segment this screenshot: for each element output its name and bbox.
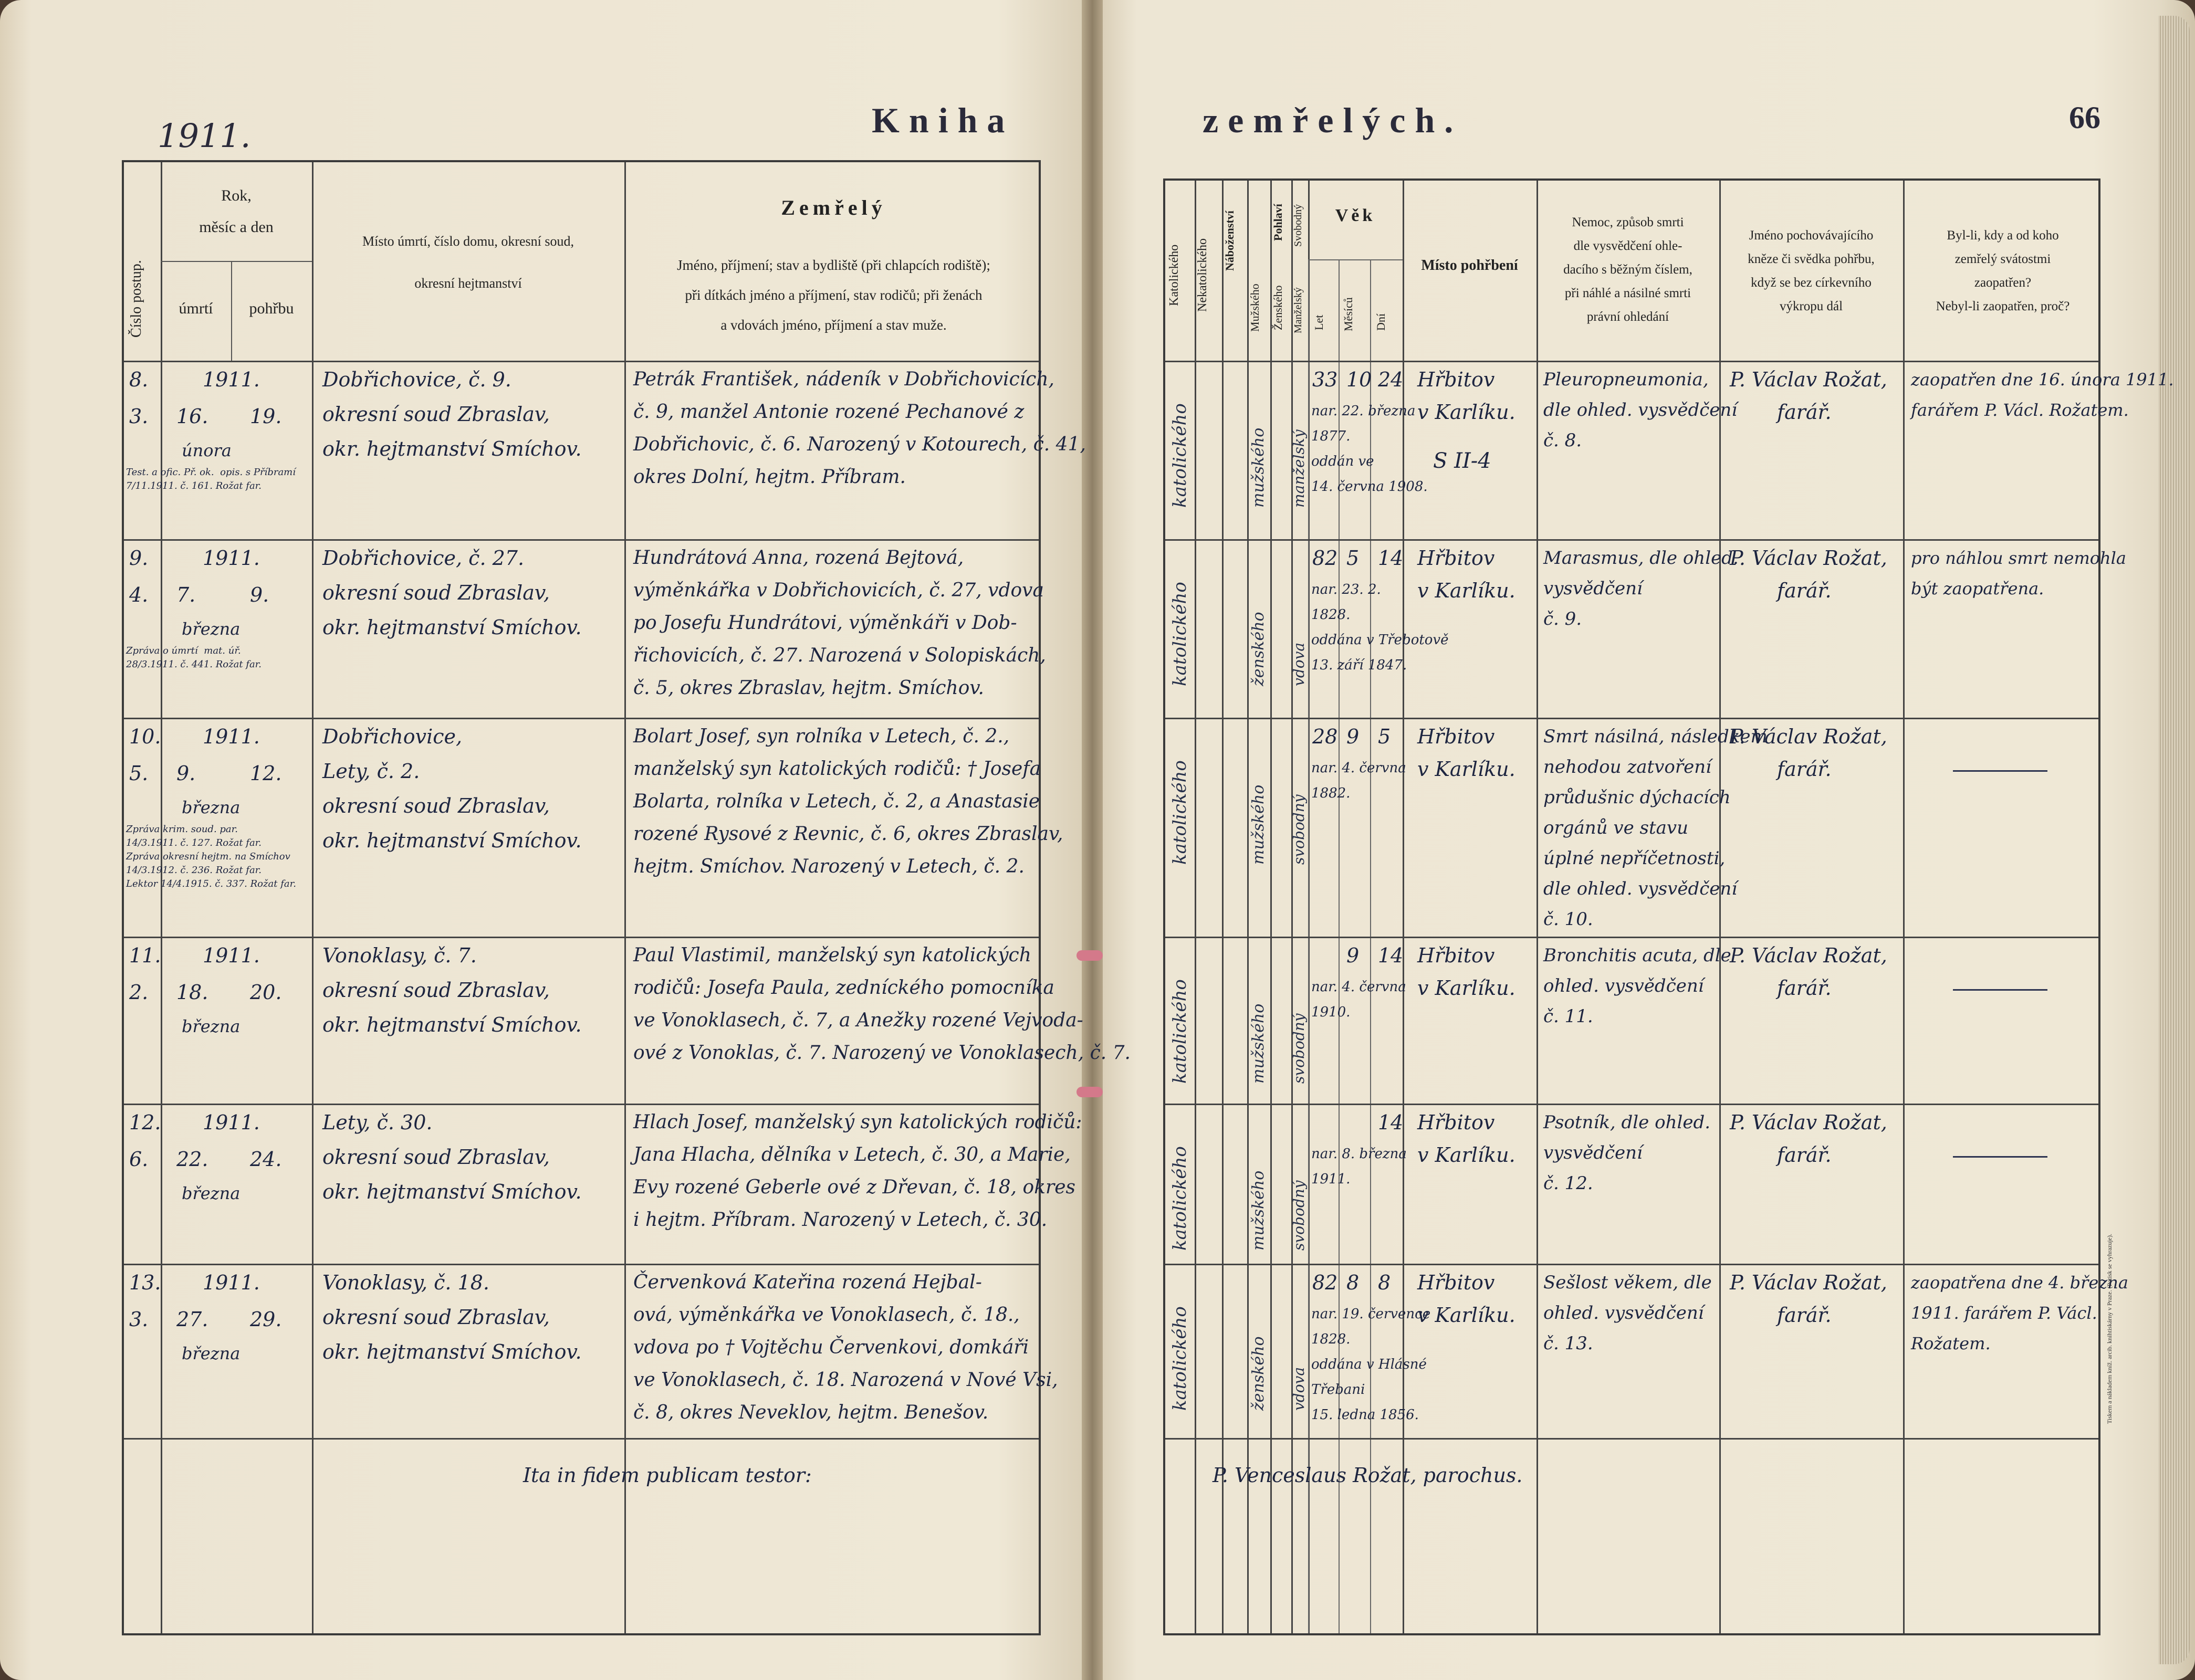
deceased-line: Paul Vlastimil, manželský syn katolických <box>633 944 1031 966</box>
deceased-line: hejtm. Smíchov. Narozený v Letech, č. 2. <box>633 856 1025 877</box>
register-year: 1911. <box>158 117 251 155</box>
deceased-line: ové z Vonoklas, č. 7. Narozený ve Vonoklasech, č. 7. <box>633 1042 1131 1064</box>
age-days: 14 <box>1378 1111 1404 1134</box>
deceased-line: rozené Rysové z Revnic, č. 6, okres Zbraslav, <box>633 823 1063 845</box>
header-zaop-2: zemřelý svátostmi <box>1954 252 2051 266</box>
marital-status: vdova <box>1290 1367 1308 1411</box>
cause-line: dle ohled. vysvědčení <box>1543 400 1738 421</box>
sacraments-line: zaopatřena dne 4. března <box>1911 1273 2128 1293</box>
burial-day: 12. <box>250 762 282 785</box>
entry-number: 9. <box>129 547 149 570</box>
burial-place-line: Hřbitov <box>1417 1111 1495 1134</box>
binding-thread <box>1076 950 1103 961</box>
entry-month: března <box>182 1183 241 1203</box>
burial-place-line: Hřbitov <box>1417 1271 1495 1294</box>
burial-day: 19. <box>250 405 282 428</box>
religion-katolicke: katolického <box>1169 760 1190 865</box>
cause-line: č. 12. <box>1543 1173 1593 1194</box>
death-place-line: okr. hejtmanství Smíchov. <box>322 1180 582 1203</box>
burial-place-line: Hřbitov <box>1417 725 1495 748</box>
cause-line: Pleuropneumonia, <box>1543 369 1709 390</box>
cause-line: dle ohled. vysvědčení <box>1543 878 1738 899</box>
religion-katolicke: katolického <box>1169 1146 1190 1251</box>
entry-sequence: 4. <box>129 583 149 606</box>
deceased-line: Hundrátová Anna, rozená Bejtová, <box>633 547 964 569</box>
priest-line: P. Václav Rožat, <box>1730 547 1887 570</box>
sacraments-line: být zaopatřena. <box>1911 579 2044 598</box>
page-edges <box>2158 16 2190 1664</box>
entry-year: 1911. <box>203 368 260 391</box>
deceased-line: ová, výměnkářka ve Vonoklasech, č. 18., <box>633 1304 1020 1326</box>
sacraments-line: 1911. farářem P. Václ. <box>1911 1303 2097 1323</box>
page-number: 66 <box>2069 100 2100 135</box>
header-knez-2: kněze či svědka pohřbu, <box>1748 252 1875 266</box>
age-days: 14 <box>1378 944 1404 967</box>
cause-line: ohled. vysvědčení <box>1543 1303 1704 1324</box>
birth-marriage-note: 15. ledna 1856. <box>1311 1407 1419 1423</box>
burial-day: 29. <box>250 1308 282 1331</box>
marital-status: svobodný <box>1290 794 1308 865</box>
burial-place-line: v Karlíku. <box>1417 758 1515 781</box>
cause-line: nehodou zatvoření <box>1543 757 1711 778</box>
priest-line: farář. <box>1777 1304 1832 1327</box>
birth-marriage-note: 1911. <box>1311 1171 1351 1187</box>
age-days: 5 <box>1378 725 1391 748</box>
burial-place-line: v Karlíku. <box>1417 401 1515 424</box>
header-pohrbu: pohřbu <box>249 300 294 317</box>
death-place-line: okresní soud Zbraslav, <box>322 1306 550 1329</box>
header-let: Let <box>1312 314 1325 330</box>
death-place-line: Vonoklasy, č. 18. <box>322 1271 489 1294</box>
cause-line: č. 9. <box>1543 608 1582 629</box>
header-muzskeho: Mužského <box>1248 284 1261 332</box>
marital-status: vdova <box>1290 642 1308 686</box>
entry-sequence: 3. <box>129 405 149 428</box>
birth-marriage-note: oddána v Třebotově <box>1311 632 1449 648</box>
death-day: 18. <box>176 981 208 1004</box>
cause-line: úplné nepříčetnosti, <box>1543 848 1726 869</box>
birth-marriage-note: nar. 23. 2. <box>1311 582 1381 597</box>
header-misto-pohrbu: Místo pohřbení <box>1421 257 1518 274</box>
birth-marriage-note: nar. 4. června <box>1311 979 1406 995</box>
sex-value: mužského <box>1249 784 1268 865</box>
header-nemoc-2: dle vysvědčení ohle- <box>1573 239 1682 253</box>
cause-line: č. 13. <box>1543 1333 1593 1354</box>
priest-line: farář. <box>1777 758 1832 781</box>
cause-line: vysvědčení <box>1543 1142 1643 1163</box>
sex-value: mužského <box>1249 427 1268 508</box>
cause-line: ohled. vysvědčení <box>1543 975 1704 996</box>
sacraments-line: farářem P. Václ. Rožatem. <box>1911 400 2129 420</box>
header-svobodny: Svobodný <box>1292 204 1304 247</box>
cause-line: Sešlost věkem, dle <box>1543 1272 1712 1293</box>
sacraments-line: Rožatem. <box>1911 1334 1991 1353</box>
header-umrti: úmrtí <box>179 300 213 317</box>
marital-status: svobodný <box>1290 1180 1308 1251</box>
priest-line: farář. <box>1777 976 1832 1000</box>
header-rok: Rok, <box>221 187 252 204</box>
birth-marriage-note: 1882. <box>1311 785 1351 801</box>
birth-marriage-note: nar. 19. července <box>1311 1306 1431 1322</box>
burial-day: 9. <box>250 583 269 606</box>
deceased-line: vdova po † Vojtěchu Červenkovi, domkáři <box>633 1337 1029 1358</box>
marginal-note: Zpráva o úmrtí mat. úř. 28/3.1911. č. 441. Rožat far. <box>126 645 262 670</box>
marginal-note: Test. a ofic. Př. ok. opis. s Příbramí 7/11.1911. č. 161. Rožat far. <box>126 467 296 491</box>
deceased-line: manželský syn katolických rodičů: † Josefa <box>633 758 1041 780</box>
birth-marriage-note: 1828. <box>1311 607 1351 623</box>
age-days: 24 <box>1378 368 1404 391</box>
deceased-line: Petrák František, nádeník v Dobřichovicích, <box>633 369 1054 390</box>
age-months: 10 <box>1346 368 1372 391</box>
cause-line: Psotník, dle ohled. <box>1543 1112 1711 1133</box>
deceased-line: řichovicích, č. 27. Narozená v Solopiskách, <box>633 645 1046 666</box>
cause-line: č. 8. <box>1543 430 1582 451</box>
priest-line: farář. <box>1777 579 1832 602</box>
entry-month: března <box>182 1016 241 1036</box>
cause-line: průdušnic dýchacích <box>1543 787 1731 808</box>
entry-month: března <box>182 1343 241 1363</box>
religion-katolicke: katolického <box>1169 582 1190 686</box>
birth-marriage-note: nar. 8. března <box>1311 1146 1407 1162</box>
priest-line: P. Václav Rožat, <box>1730 1271 1887 1294</box>
entry-year: 1911. <box>203 944 260 967</box>
cause-line: Bronchitis acuta, dle <box>1543 945 1731 966</box>
priest-line: farář. <box>1777 401 1832 424</box>
grave-code: S II-4 <box>1433 449 1491 473</box>
header-nemoc-3: dacího s běžným číslem, <box>1563 262 1692 277</box>
age-years: 82 <box>1312 1271 1338 1294</box>
death-place-line: okresní soud Zbraslav, <box>322 794 550 817</box>
deceased-line: okres Dolní, hejtm. Příbram. <box>633 466 906 488</box>
sacraments-dash <box>1953 989 2047 991</box>
death-day: 7. <box>176 583 196 606</box>
header-mesic-den: měsíc a den <box>199 218 274 236</box>
header-nemoc-1: Nemoc, způsob smrti <box>1572 215 1684 229</box>
priest-line: farář. <box>1777 1143 1832 1167</box>
deceased-line: Dobřichovic, č. 6. Narozený v Kotourech, č. 41, <box>633 434 1086 455</box>
death-place-line: okresní soud Zbraslav, <box>322 403 550 426</box>
marital-status: manželský <box>1290 429 1308 508</box>
birth-marriage-note: nar. 4. června <box>1311 760 1406 776</box>
header-nekatolickeho: Nekatolického <box>1196 238 1209 312</box>
burial-place-line: Hřbitov <box>1417 368 1495 391</box>
header-zemrely-desc-2: při dítkách jméno a příjmení, stav rodičů; při ženách <box>685 287 982 303</box>
sex-value: mužského <box>1249 1170 1268 1251</box>
header-vek: Věk <box>1335 206 1376 225</box>
deceased-line: č. 5, okres Zbraslav, hejtm. Smíchov. <box>633 677 984 699</box>
entry-year: 1911. <box>203 1111 260 1134</box>
death-day: 22. <box>176 1148 208 1171</box>
death-place-line: okr. hejtmanství Smíchov. <box>322 437 582 460</box>
religion-katolicke: katolického <box>1169 979 1190 1084</box>
deceased-line: Červenková Kateřina rozená Hejbal- <box>633 1272 982 1293</box>
priest-line: P. Václav Rožat, <box>1730 725 1887 748</box>
death-place-line: Lety, č. 2. <box>322 760 420 783</box>
printer-note: Tiskem a nákladem kníž. arcib. knihtiskárny v Praze. (Potisk se vyhrazuje). <box>2106 1234 2113 1424</box>
birth-marriage-note: oddán ve <box>1311 454 1374 469</box>
death-place-line: okr. hejtmanství Smíchov. <box>322 1340 582 1363</box>
death-day: 9. <box>176 762 196 785</box>
birth-marriage-note: 1828. <box>1311 1331 1351 1347</box>
priest-line: P. Václav Rožat, <box>1730 368 1887 391</box>
entry-year: 1911. <box>203 547 260 570</box>
age-months: 5 <box>1346 547 1360 570</box>
header-misto-2: okresní hejtmanství <box>414 276 522 291</box>
birth-marriage-note: 14. června 1908. <box>1311 479 1428 495</box>
birth-marriage-note: 13. září 1847. <box>1311 657 1407 673</box>
birth-marriage-note: nar. 22. března <box>1311 403 1416 419</box>
footer-attestation: Ita in fidem publicam testor: <box>523 1464 812 1487</box>
entry-month: března <box>182 797 241 817</box>
title-right: zemřelých. <box>1203 100 1463 140</box>
header-nabozenstvi: Náboženství <box>1223 211 1236 271</box>
binding-thread <box>1076 1087 1103 1097</box>
deceased-line: ve Vonoklasech, č. 18. Narozená v Nové Vsi, <box>633 1369 1058 1391</box>
birth-marriage-note: oddána v Hlásné <box>1311 1357 1427 1372</box>
deceased-line: Jana Hlacha, dělníka v Letech, č. 30, a Marie, <box>633 1144 1071 1166</box>
deceased-line: Bolart Josef, syn rolníka v Letech, č. 2., <box>633 726 1010 747</box>
deceased-line: výměnkářka v Dobřichovicích, č. 27, vdova <box>633 580 1044 601</box>
death-place-line: Lety, č. 30. <box>322 1111 433 1134</box>
deceased-line: ve Vonoklasech, č. 7, a Anežky rozené Vejvoda- <box>633 1010 1083 1031</box>
sacraments-dash <box>1953 770 2047 772</box>
cause-line: Smrt násilná, následkem <box>1543 726 1768 747</box>
burial-place-line: v Karlíku. <box>1417 1304 1515 1327</box>
deceased-line: Evy rozené Geberle ové z Dřevan, č. 18, okres <box>633 1177 1076 1198</box>
footer-signature: P. Venceslaus Rožat, parochus. <box>1213 1464 1523 1487</box>
death-place-line: okresní soud Zbraslav, <box>322 979 550 1002</box>
birth-marriage-note: 1877. <box>1311 428 1351 444</box>
religion-katolicke: katolického <box>1169 403 1190 508</box>
header-zemrely-desc-3: a vdovách jméno, příjmení a stav muže. <box>720 317 947 333</box>
death-place-line: Dobřichovice, č. 27. <box>322 547 525 570</box>
sacraments-dash <box>1953 1156 2047 1158</box>
left-register-table <box>122 160 1131 1635</box>
cause-line: č. 11. <box>1543 1006 1593 1027</box>
death-place-line: Vonoklasy, č. 7. <box>322 944 477 967</box>
entry-sequence: 6. <box>129 1148 149 1171</box>
burial-day: 20. <box>250 981 282 1004</box>
header-mesicu: Měsíců <box>1342 297 1355 332</box>
header-zaop-1: Byl-li, kdy a od koho <box>1947 228 2059 243</box>
header-nemoc-4: při náhlé a násilné smrti <box>1564 286 1691 300</box>
death-place-line: Dobřichovice, <box>322 725 463 748</box>
death-day: 27. <box>176 1308 208 1331</box>
birth-marriage-note: Třebani <box>1311 1382 1365 1398</box>
header-dni: Dní <box>1374 313 1387 331</box>
entry-sequence: 3. <box>129 1308 149 1331</box>
entry-number: 11. <box>129 944 161 967</box>
sex-value: ženského <box>1249 1336 1268 1411</box>
deceased-line: po Josefu Hundrátovi, výměnkáři v Dob- <box>633 612 1017 634</box>
age-years: 28 <box>1312 725 1338 748</box>
burial-place-line: Hřbitov <box>1417 547 1495 570</box>
cause-line: č. 10. <box>1543 909 1593 930</box>
birth-marriage-note: 1910. <box>1311 1004 1351 1020</box>
header-misto-1: Místo úmrtí, číslo domu, okresní soud, <box>362 234 574 249</box>
death-place-line: okr. hejtmanství Smíchov. <box>322 616 582 639</box>
marginal-note: Zpráva krim. soud. par. 14/3.1911. č. 127. Rožat far. Zpráva okresní hejtm. na Smíchov 14/3.1912. č. 236. Rožat far. Lektor 14/4.1915. č. 337. Rožat far. <box>126 824 296 889</box>
sacraments-line: zaopatřen dne 16. února 1911. <box>1911 370 2174 390</box>
age-months: 8 <box>1346 1271 1360 1294</box>
priest-line: P. Václav Rožat, <box>1730 944 1887 967</box>
header-knez-3: když se bez církevního <box>1751 276 1872 290</box>
entry-year: 1911. <box>203 725 260 748</box>
deceased-line: č. 9, manžel Antonie rozené Pechanové z <box>633 401 1025 423</box>
age-years: 82 <box>1312 547 1338 570</box>
entry-month: března <box>182 619 241 639</box>
death-day: 16. <box>176 405 208 428</box>
age-months: 9 <box>1346 725 1360 748</box>
entry-month: února <box>182 440 232 460</box>
age-days: 14 <box>1378 547 1404 570</box>
burial-place-line: v Karlíku. <box>1417 976 1515 1000</box>
header-knez-4: výkropu dál <box>1779 299 1843 313</box>
deceased-line: č. 8, okres Neveklov, hejtm. Benešov. <box>633 1402 989 1423</box>
entry-number: 12. <box>129 1111 161 1134</box>
death-place-line: okresní soud Zbraslav, <box>322 1146 550 1169</box>
burial-place-line: Hřbitov <box>1417 944 1495 967</box>
death-place-line: okresní soud Zbraslav, <box>322 581 550 604</box>
deceased-line: i hejtm. Příbram. Narozený v Letech, č. 30. <box>633 1209 1048 1231</box>
burial-place-line: v Karlíku. <box>1417 1143 1515 1167</box>
header-knez-1: Jméno pochovávajícího <box>1749 228 1874 243</box>
title-left: Kniha <box>872 100 1015 140</box>
sex-value: ženského <box>1249 612 1268 686</box>
entry-year: 1911. <box>203 1271 260 1294</box>
sacraments-line: pro náhlou smrt nemohla <box>1911 548 2126 568</box>
age-months: 9 <box>1346 944 1360 967</box>
deceased-line: Bolarta, rolníka v Letech, č. 2, a Anastasie <box>633 791 1040 812</box>
entry-sequence: 5. <box>129 762 149 785</box>
header-zaop-3: zaopatřen? <box>1974 276 2032 290</box>
cause-line: vysvědčení <box>1543 578 1643 599</box>
header-katolickeho: Katolického <box>1167 244 1181 306</box>
death-place-line: Dobřichovice, č. 9. <box>322 368 511 391</box>
deceased-line: Hlach Josef, manželský syn katolických rodičů: <box>633 1111 1082 1133</box>
header-cislo: Číslo postup. <box>128 260 144 338</box>
death-place-line: okr. hejtmanství Smíchov. <box>322 1013 582 1036</box>
age-days: 8 <box>1378 1271 1391 1294</box>
header-zemrely: Zemřelý <box>781 196 886 219</box>
sex-value: mužského <box>1249 1003 1268 1084</box>
entry-sequence: 2. <box>129 981 149 1004</box>
cause-line: orgánů ve stavu <box>1543 817 1688 838</box>
death-place-line: okr. hejtmanství Smíchov. <box>322 829 582 852</box>
burial-day: 24. <box>250 1148 282 1171</box>
religion-katolicke: katolického <box>1169 1306 1190 1411</box>
cause-line: Marasmus, dle ohled. <box>1543 548 1739 569</box>
marital-status: svobodný <box>1290 1013 1308 1084</box>
book-gutter <box>1082 0 1103 1680</box>
burial-place-line: v Karlíku. <box>1417 579 1515 602</box>
entry-number: 13. <box>129 1271 161 1294</box>
header-zenskeho: Ženského <box>1271 285 1284 331</box>
priest-line: P. Václav Rožat, <box>1730 1111 1887 1134</box>
entry-number: 10. <box>129 725 161 748</box>
deceased-line: rodičů: Josefa Paula, zedníckého pomocníka <box>633 977 1054 999</box>
header-manzelsky: Manželský <box>1292 287 1304 334</box>
header-nemoc-5: právní ohledání <box>1586 310 1669 324</box>
header-zemrely-desc-1: Jméno, příjmení; stav a bydliště (při chlapcích rodiště); <box>677 257 990 273</box>
header-pohlavi: Pohlaví <box>1271 204 1284 242</box>
header-zaop-4: Nebyl-li zaopatřen, proč? <box>1936 299 2070 313</box>
entry-number: 8. <box>129 368 149 391</box>
age-years: 33 <box>1312 368 1338 391</box>
